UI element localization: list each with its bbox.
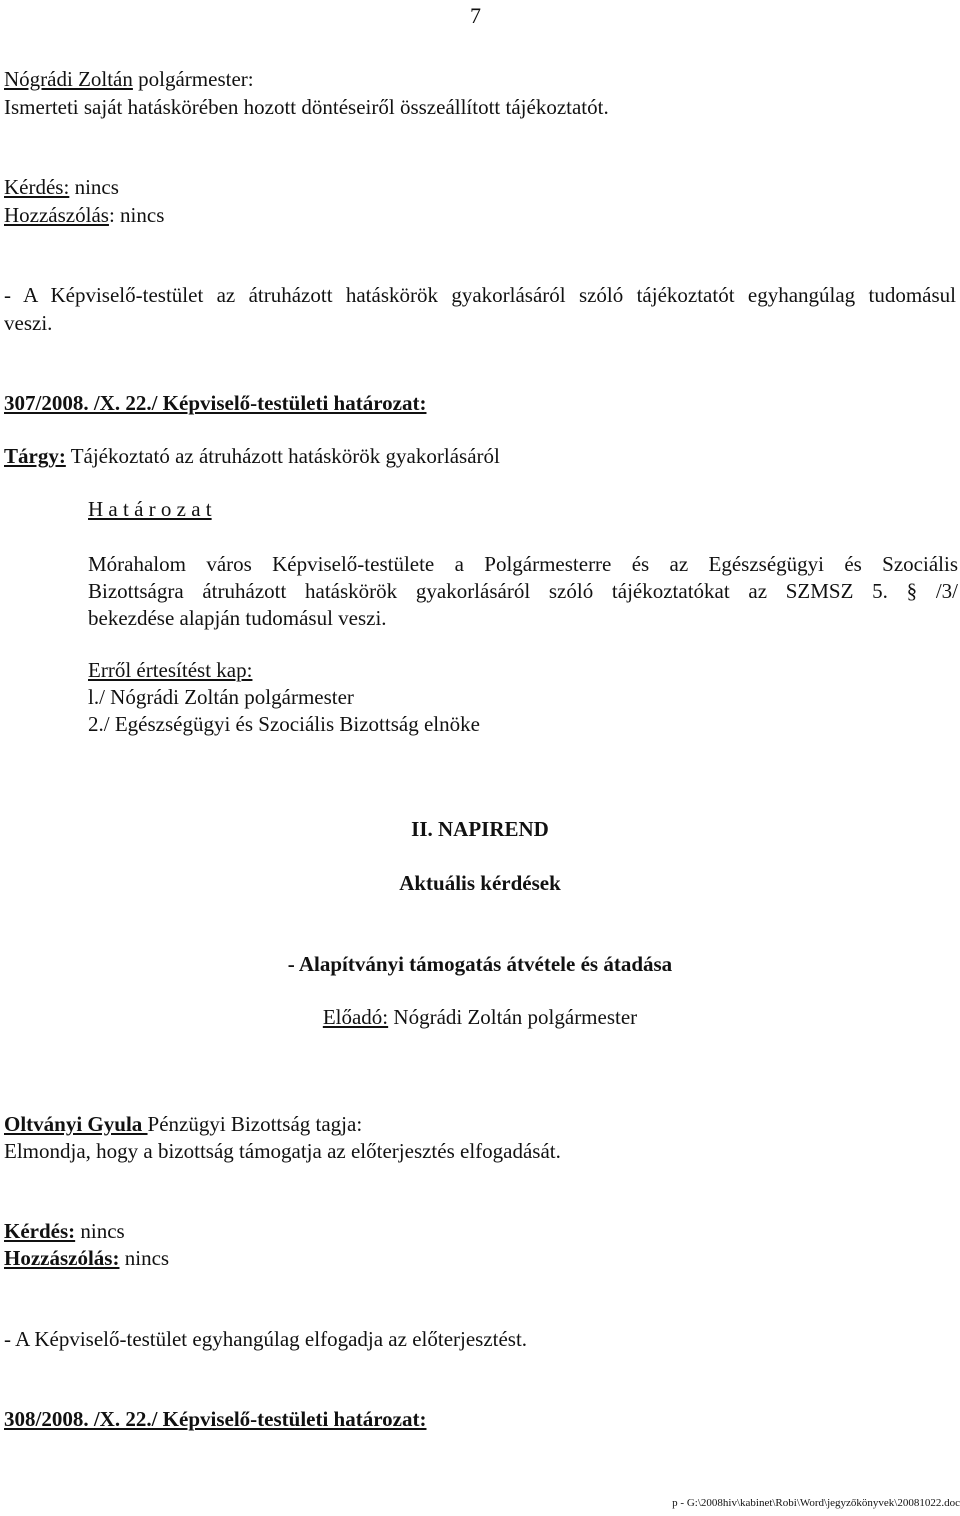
- decision-body-line: Bizottságra átruházott hatáskörök gyakorlásáról szóló tájékoztatókat az SZMSZ 5. § /3/: [88, 579, 958, 603]
- speaker-name: Oltványi Gyula: [4, 1112, 148, 1136]
- presenter-label: Előadó:: [322, 1005, 389, 1029]
- speaker-text: Elmondja, hogy a bizottság támogatja az előterjesztés elfogadását.: [4, 1139, 561, 1163]
- speaker-text: Ismerteti saját hatáskörében hozott döntéseiről összeállított tájékoztatót.: [4, 95, 609, 119]
- decision-body-line: bekezdése alapján tudomásul veszi.: [88, 606, 387, 630]
- resolution-text-line: - A Képviselő-testület egyhangúlag elfogadja az előterjesztést.: [4, 1327, 528, 1351]
- resolution-text-line: veszi.: [4, 311, 53, 335]
- agenda-number: II. NAPIREND: [411, 817, 549, 841]
- question-value: nincs: [75, 1219, 125, 1243]
- speaker-name: Nógrádi Zoltán: [4, 67, 133, 91]
- speaker-role: Pénzügyi Bizottság tagja:: [147, 1112, 363, 1136]
- resolution-heading: 308/2008. /X. 22./ Képviselő-testületi határozat:: [4, 1407, 427, 1431]
- comment-value: : nincs: [108, 203, 165, 227]
- question-line: [4, 174, 119, 201]
- agenda-title: Aktuális kérdések: [399, 871, 561, 895]
- agenda-item: - Alapítványi támogatás átvétele és átadása: [287, 952, 673, 976]
- speaker-line: [4, 1111, 362, 1138]
- speaker-line: [4, 66, 254, 93]
- resolution-heading: 307/2008. /X. 22./ Képviselő-testületi határozat:: [4, 391, 427, 415]
- question-value: nincs: [69, 175, 119, 199]
- notify-item: l./ Nógrádi Zoltán polgármester: [88, 685, 354, 709]
- notify-label: Erről értesítést kap:: [88, 658, 253, 682]
- comment-line: [4, 202, 164, 229]
- subject-value: Tájékoztató az átruházott hatáskörök gyakorlásáról: [65, 444, 500, 468]
- notify-item: 2./ Egészségügyi és Szociális Bizottság elnöke: [88, 712, 480, 736]
- page-number: 7: [470, 3, 481, 28]
- speaker-role: polgármester:: [132, 67, 254, 91]
- comment-value: nincs: [119, 1246, 170, 1270]
- presenter-line: [0, 1004, 960, 1031]
- comment-label: Hozzászólás: [4, 203, 109, 227]
- subject-label: Tárgy:: [4, 444, 66, 468]
- decision-label: H a t á r o z a t: [88, 497, 212, 521]
- comment-label: Hozzászólás:: [4, 1246, 120, 1270]
- comment-line: [4, 1245, 169, 1272]
- footer-file-path: p - G:\2008hiv\kabinet\Robi\Word\jegyzőkönyvek\20081022.doc: [672, 1497, 960, 1509]
- question-line: [4, 1218, 125, 1245]
- subject-line: [4, 443, 500, 470]
- question-label: Kérdés:: [4, 1219, 76, 1243]
- presenter-value: Nógrádi Zoltán polgármester: [388, 1005, 638, 1029]
- resolution-text-line: - A Képviselő-testület az átruházott hatáskörök gyakorlásáról szóló tájékoztatót egyhangúlag tudomásul: [4, 283, 956, 307]
- question-label: Kérdés:: [4, 175, 70, 199]
- decision-body-line: Mórahalom város Képviselő-testülete a Polgármesterre és az Egészségügyi és Szociális: [88, 552, 958, 576]
